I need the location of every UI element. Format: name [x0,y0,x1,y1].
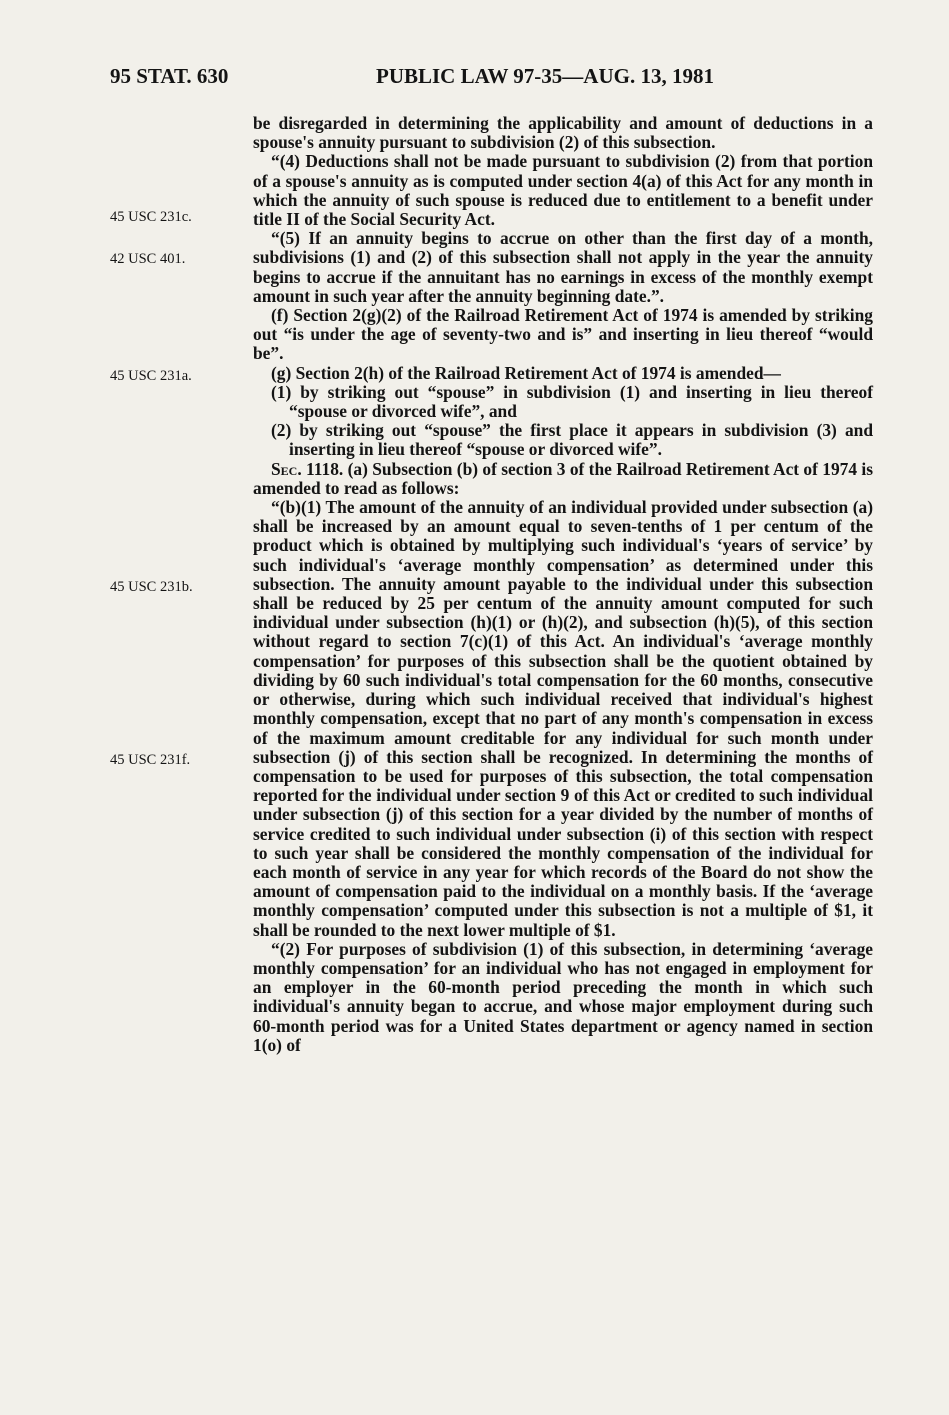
paragraph: (g) Section 2(h) of the Railroad Retirement Act of 1974 is amended— [271,362,781,383]
paragraph: “(5) If an annuity begins to accrue on other than the first day of a month, subdivisions (1) and (2) of this subsection shall not apply in the year the annuity begins to accrue if the annuitant has no earnings in excess of the monthly exempt amount in such year after the annuity beginning date.”. [253,228,873,306]
list-item: (1) by striking out “spouse” in subdivision (1) and inserting in lieu thereof “spouse or divorced wife”, and [271,381,873,422]
margin-citation: 45 USC 231b. [110,579,193,595]
page-header [110,64,870,94]
paragraph: “(2) For purposes of subdivision (1) of this subsection, in determining ‘average monthly compensation’ for an individual who has not engaged in employment for an employer in the 60-month period preceding the month in which such individual's annuity began to accrue, and whose major employment during such 60-month period was for a United States department or agency named in section 1(o) of [253,938,873,1055]
statute-body [253,114,873,1055]
paragraph: “(b)(1) The amount of the annuity of an individual provided under subsection (a) shall be increased by an amount equal to seven-tenths of 1 per centum of the product which is obtained by multiplying such individual's ‘years of service’ by such individual's ‘average monthly compensation’ as determined under this subsection. The annuity amount payable to the individual under this subsection shall be reduced by 25 per centum of the annuity amount computed for such individual under subsection (h)(1) or (h)(2), and subsection (h)(5), of this section without regard to section 7(c)(1) of this Act. An individual's ‘average monthly compensation’ for purposes of this subsection shall be the quotient obtained by dividing by 60 such individual's total compensation for the 60 months, consecutive or otherwise, during which such individual received that individual's highest monthly compensation, except that no part of any month's compensation in excess of the maximum amount creditable for any individual for such month under subsection (j) of this section shall be recognized. In determining the months of compensation to be used for purposes of this subsection, the total compensation reported for the individual under section 9 of this Act or credited to such individual under subsection (j) of this section for a year divided by the number of months of service credited to such individual under subsection (i) of this section with respect to such year shall be considered the monthly compensation of the individual for each month of service in any year for which records of the Board do not show the amount of compensation paid to the individual on a monthly basis. If the ‘average monthly compensation’ computed under this subsection is not a multiple of $1, it shall be rounded to the next lower multiple of $1. [253,497,873,940]
section-label: Sec. [271,458,302,479]
section-text: 1118. (a) Subsection (b) of section 3 of the Railroad Retirement Act of 1974 is amended to read as follows: [253,458,873,498]
margin-citation: 42 USC 401. [110,251,186,267]
section-paragraph [253,460,873,498]
paragraph: “(4) Deductions shall not be made pursuant to subdivision (2) from that portion of a spouse's annuity as is computed under section 4(a) of this Act for any month in which the annuity of such spouse is reduced due to entitlement to a benefit under title II of the Social Security Act. [253,151,873,230]
margin-citation: 45 USC 231f. [110,752,191,768]
law-title: PUBLIC LAW 97-35—AUG. 13, 1981 [376,64,714,88]
statute-page-number: 95 STAT. 630 [110,64,229,88]
margin-citation: 45 USC 231a. [110,368,192,384]
paragraph: be disregarded in determining the applicability and amount of deductions in a spouse's annuity pursuant to subdivision (2) of this subsection. [253,113,873,153]
list-item: (2) by striking out “spouse” the first place it appears in subdivision (3) and inserting in lieu thereof “spouse or divorced wife”. [271,420,873,460]
paragraph: (f) Section 2(g)(2) of the Railroad Retirement Act of 1974 is amended by striking out “is under the age of seventy-two and is” and inserting in lieu thereof “would be”. [253,305,873,364]
margin-citation: 45 USC 231c. [110,209,192,225]
